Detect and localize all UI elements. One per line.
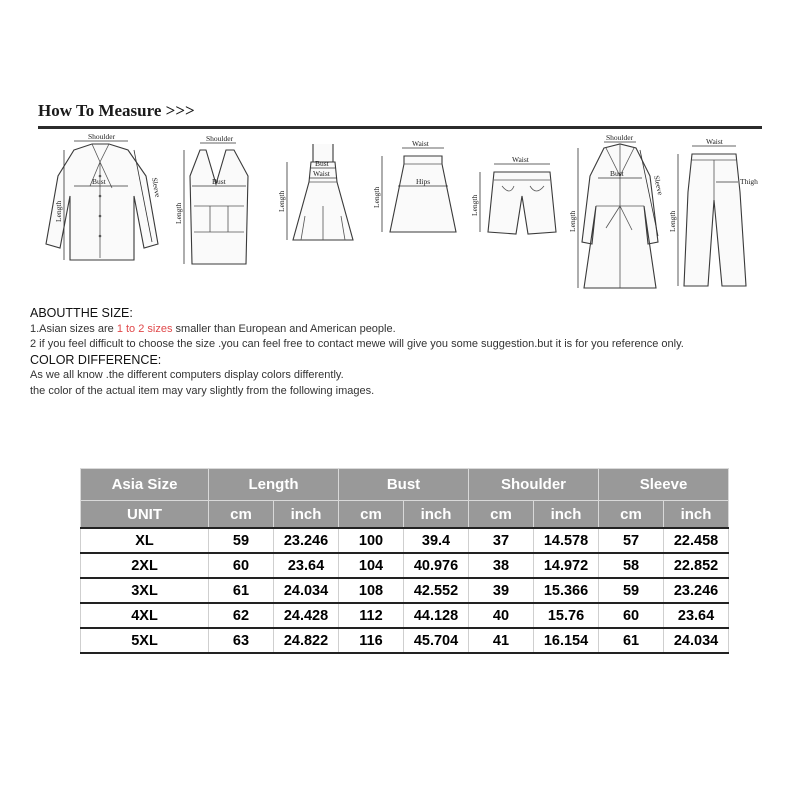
label-sleeve: Sleeve bbox=[652, 174, 666, 196]
table-cell: 45.704 bbox=[404, 628, 469, 653]
header-row bbox=[81, 469, 729, 501]
note-line-2: 2 if you feel difficult to choose the size .you can feel free to contact mewe will give you some suggestion.but it is for you reference only. bbox=[30, 338, 684, 351]
table-cell: 15.76 bbox=[534, 603, 599, 628]
table-cell: 14.972 bbox=[534, 553, 599, 578]
label-waist: Waist bbox=[706, 137, 723, 146]
label-shoulder: Shoulder bbox=[88, 132, 116, 141]
blouse-figure bbox=[34, 132, 169, 266]
size-cell: XL bbox=[81, 528, 209, 553]
dress-figure bbox=[275, 136, 370, 266]
heading-rule bbox=[38, 126, 762, 129]
header-sleeve: Sleeve bbox=[599, 469, 729, 501]
how-to-measure-heading: How To Measure >>> bbox=[38, 101, 195, 120]
size-cell: 5XL bbox=[81, 628, 209, 653]
table-cell: 42.552 bbox=[404, 578, 469, 603]
color-difference-heading: COLOR DIFFERENCE: bbox=[30, 352, 162, 367]
unit-cell: inch bbox=[404, 501, 469, 529]
table-cell: 38 bbox=[469, 553, 534, 578]
unit-cell: inch bbox=[274, 501, 339, 529]
table-cell: 63 bbox=[209, 628, 274, 653]
table-cell: 24.034 bbox=[274, 578, 339, 603]
label-bust: Bust bbox=[92, 177, 106, 186]
size-cell: 4XL bbox=[81, 603, 209, 628]
size-cell: 3XL bbox=[81, 578, 209, 603]
table-cell: 39 bbox=[469, 578, 534, 603]
table-cell: 59 bbox=[599, 578, 664, 603]
table-cell: 59 bbox=[209, 528, 274, 553]
table-cell: 39.4 bbox=[404, 528, 469, 553]
label-length: Length bbox=[174, 202, 183, 224]
label-sleeve: Sleeve bbox=[150, 176, 163, 199]
table-cell: 22.852 bbox=[664, 553, 729, 578]
header-length: Length bbox=[209, 469, 339, 501]
size-notes bbox=[30, 306, 684, 400]
table-cell: 62 bbox=[209, 603, 274, 628]
label-length: Length bbox=[54, 200, 63, 222]
label-length: Length bbox=[568, 210, 577, 232]
unit-cell: cm bbox=[599, 501, 664, 529]
table-cell: 15.366 bbox=[534, 578, 599, 603]
about-size-heading: ABOUTTHE SIZE: bbox=[30, 306, 133, 320]
table-cell: 61 bbox=[209, 578, 274, 603]
label-length: Length bbox=[277, 190, 286, 212]
unit-cell: cm bbox=[469, 501, 534, 529]
label-shoulder: Shoulder bbox=[206, 134, 234, 143]
note-line-1: 1.Asian sizes are 1 to 2 sizes smaller than European and American people. bbox=[30, 322, 396, 335]
label-length: Length bbox=[470, 194, 479, 216]
header-shoulder: Shoulder bbox=[469, 469, 599, 501]
table-cell: 100 bbox=[339, 528, 404, 553]
label-thigh: Thigh bbox=[740, 177, 758, 186]
table-cell: 44.128 bbox=[404, 603, 469, 628]
table-row bbox=[81, 603, 729, 628]
note-line-3: As we all know .the different computers display colors differently. bbox=[30, 369, 344, 382]
label-waist: Waist bbox=[512, 155, 529, 164]
label-bust: Bust bbox=[212, 177, 226, 186]
header-bust: Bust bbox=[339, 469, 469, 501]
table-row bbox=[81, 553, 729, 578]
table-cell: 23.64 bbox=[664, 603, 729, 628]
table-row bbox=[81, 528, 729, 553]
label-shoulder: Shoulder bbox=[606, 133, 634, 142]
table-cell: 40 bbox=[469, 603, 534, 628]
label-bust: Bust bbox=[315, 159, 329, 168]
unit-cell: inch bbox=[664, 501, 729, 529]
table-cell: 104 bbox=[339, 553, 404, 578]
unit-cell: cm bbox=[339, 501, 404, 529]
table-cell: 37 bbox=[469, 528, 534, 553]
header-asia-size: Asia Size bbox=[81, 469, 209, 501]
table-cell: 58 bbox=[599, 553, 664, 578]
size-chart-table bbox=[80, 468, 729, 654]
note-line-4: the color of the actual item may vary slightly from the following images. bbox=[30, 384, 375, 397]
highlight-size-range: 1 to 2 sizes bbox=[116, 322, 173, 335]
table-cell: 24.034 bbox=[664, 628, 729, 653]
table-cell: 60 bbox=[599, 603, 664, 628]
table-cell: 60 bbox=[209, 553, 274, 578]
how-to-measure-section bbox=[20, 84, 770, 404]
label-waist: Waist bbox=[412, 139, 429, 148]
table-cell: 24.822 bbox=[274, 628, 339, 653]
table-cell: 23.246 bbox=[664, 578, 729, 603]
table-cell: 41 bbox=[469, 628, 534, 653]
table-cell: 112 bbox=[339, 603, 404, 628]
label-hips: Hips bbox=[416, 177, 431, 186]
label-waist: Waist bbox=[313, 169, 330, 178]
table-cell: 23.246 bbox=[274, 528, 339, 553]
table-cell: 108 bbox=[339, 578, 404, 603]
table-cell: 22.458 bbox=[664, 528, 729, 553]
table-row bbox=[81, 578, 729, 603]
table-cell: 14.578 bbox=[534, 528, 599, 553]
coat-figure bbox=[568, 133, 670, 296]
label-length: Length bbox=[668, 210, 677, 232]
table-cell: 24.428 bbox=[274, 603, 339, 628]
table-cell: 57 bbox=[599, 528, 664, 553]
unit-label: UNIT bbox=[81, 501, 209, 529]
label-bust: Bust bbox=[610, 169, 624, 178]
tank-figure bbox=[170, 136, 270, 266]
table-cell: 40.976 bbox=[404, 553, 469, 578]
table-cell: 23.64 bbox=[274, 553, 339, 578]
table-cell: 61 bbox=[599, 628, 664, 653]
table-row bbox=[81, 628, 729, 653]
unit-cell: cm bbox=[209, 501, 274, 529]
unit-cell: inch bbox=[534, 501, 599, 529]
table-cell: 16.154 bbox=[534, 628, 599, 653]
size-cell: 2XL bbox=[81, 553, 209, 578]
label-length: Length bbox=[372, 186, 381, 208]
pants-figure bbox=[670, 136, 770, 296]
skirt-figure bbox=[370, 136, 470, 266]
shorts-figure bbox=[470, 136, 570, 266]
unit-row bbox=[81, 501, 729, 529]
table-cell: 116 bbox=[339, 628, 404, 653]
